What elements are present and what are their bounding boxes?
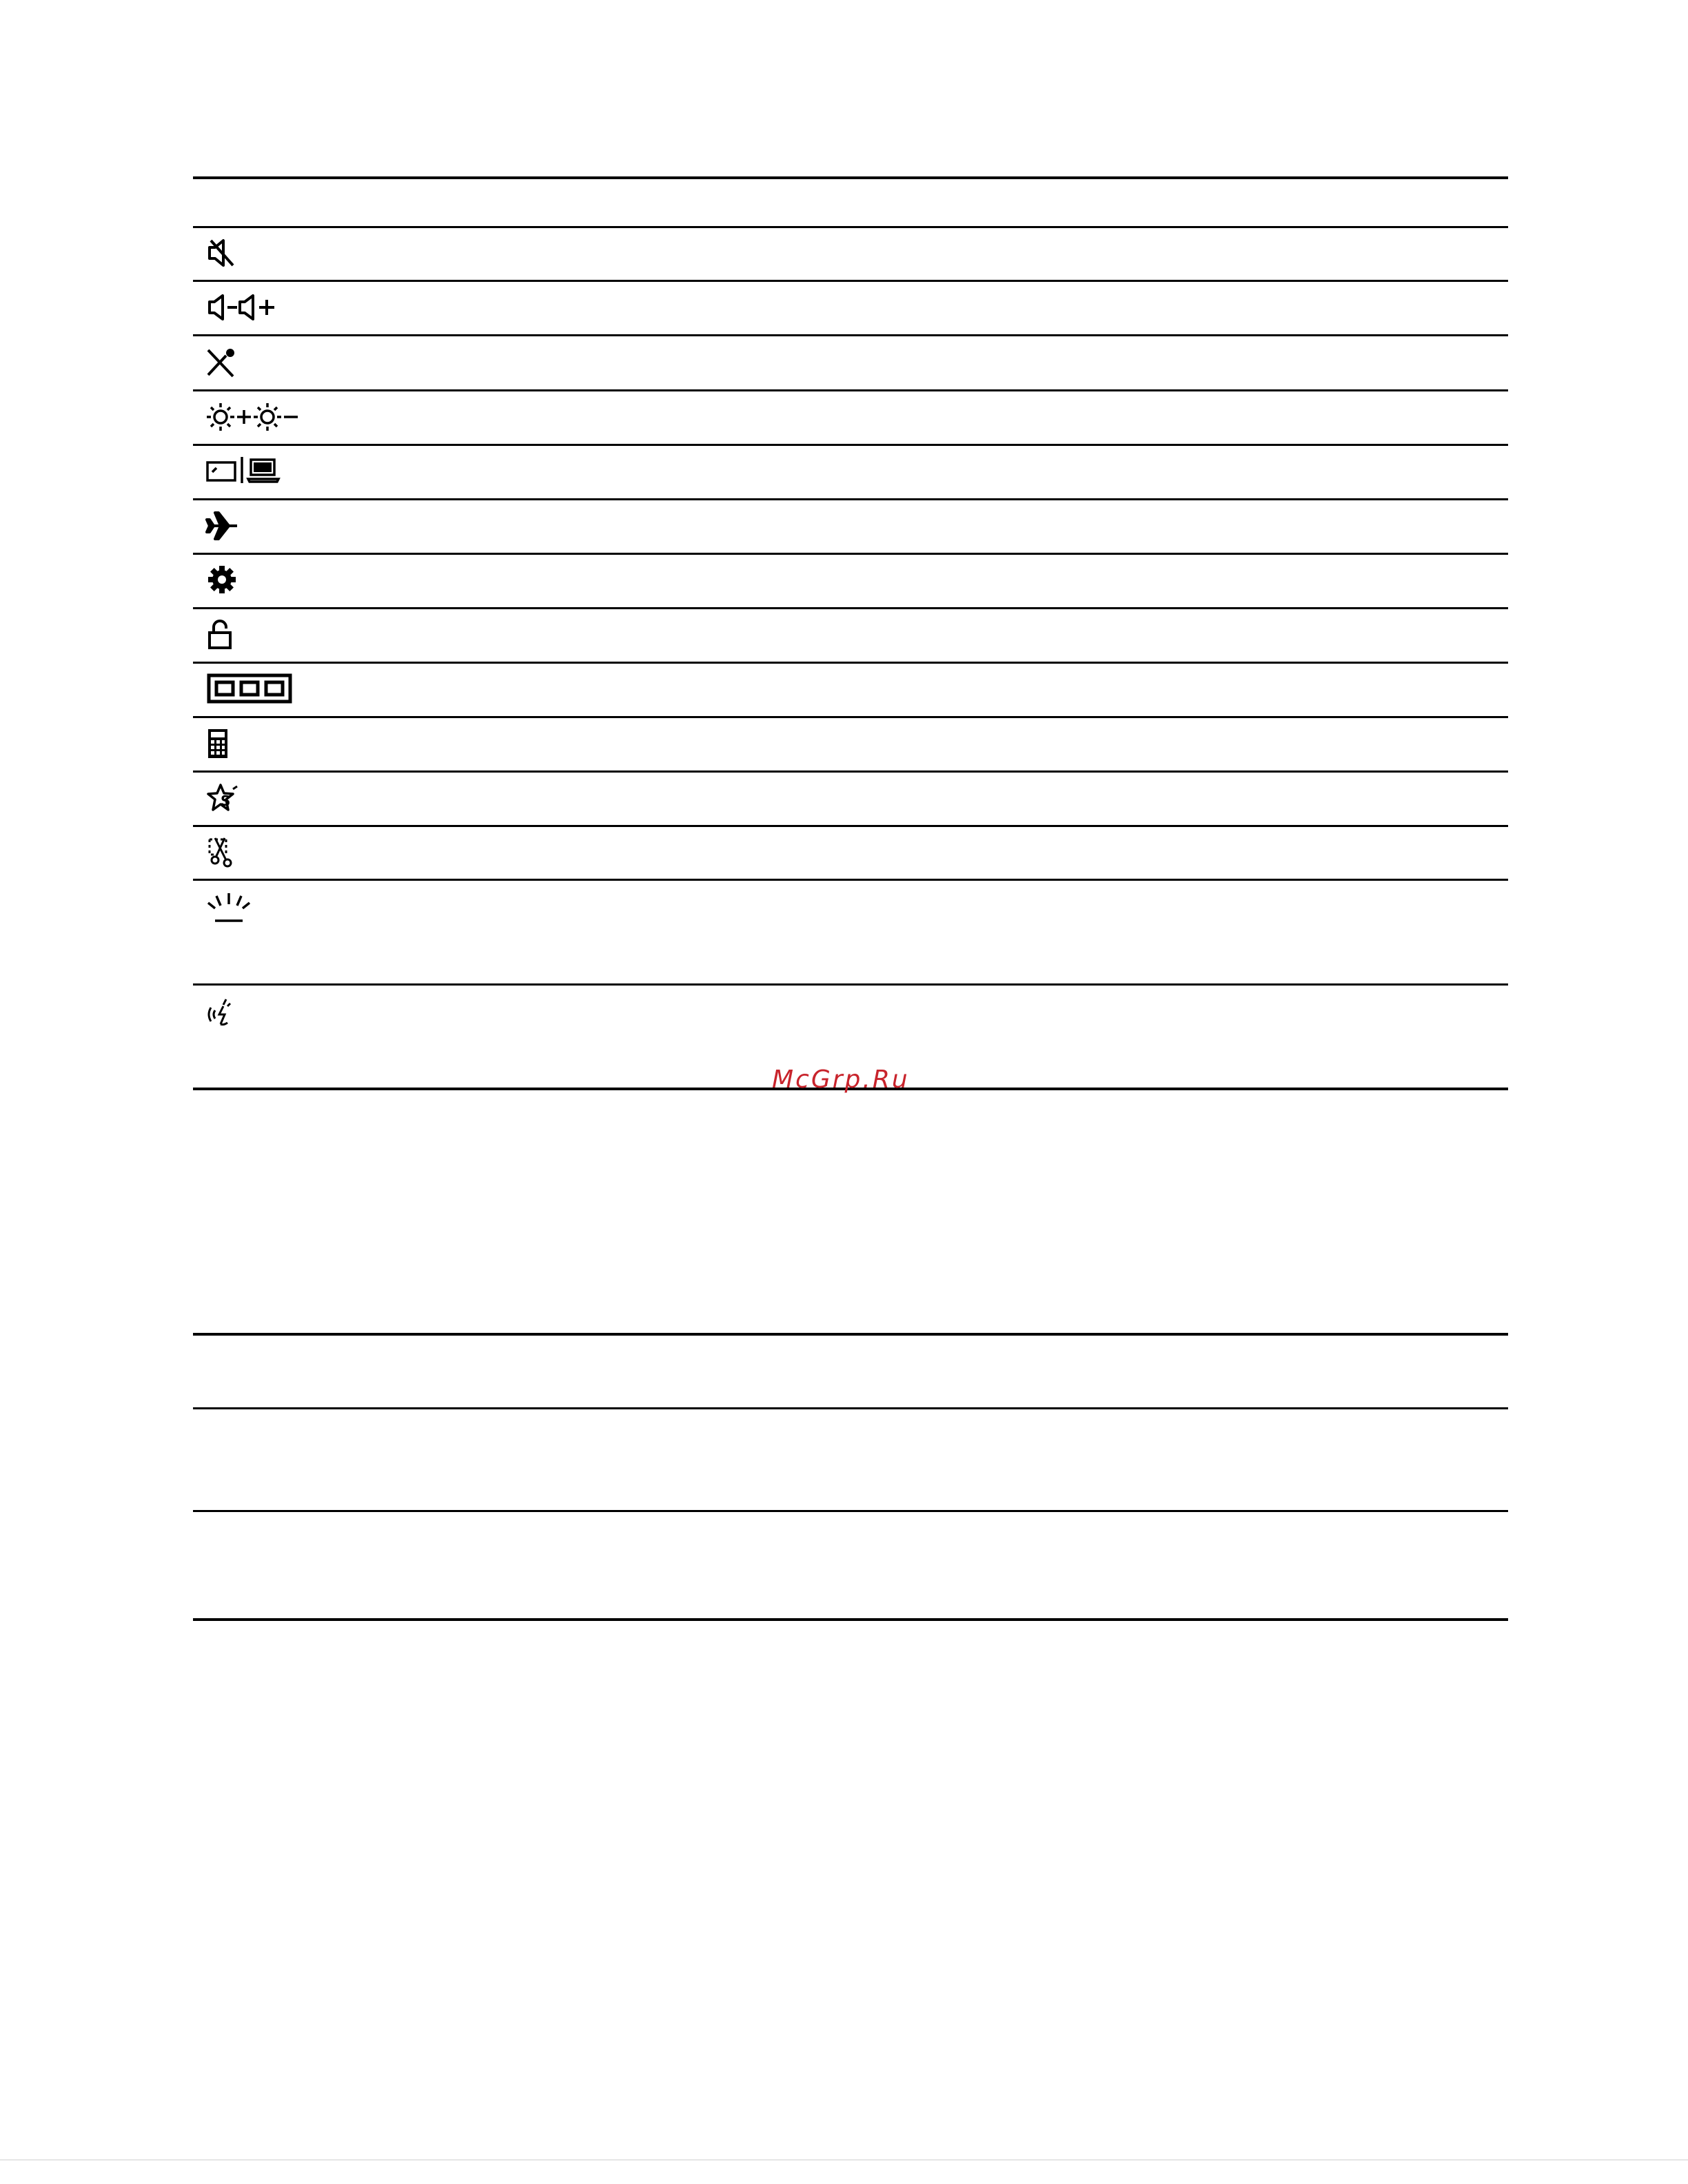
display-switch-icon — [205, 456, 283, 484]
table-row — [193, 282, 1508, 334]
microphone-mute-icon — [205, 347, 238, 378]
smart-star-icon — [205, 782, 240, 814]
table-row — [193, 500, 1508, 553]
table-row — [193, 773, 1508, 825]
table-row — [193, 228, 1508, 280]
calculator-icon — [207, 728, 229, 759]
table-row — [193, 881, 1508, 983]
table-top-rule — [193, 176, 1508, 179]
volume-down-up-icon — [207, 293, 292, 322]
table-row — [193, 609, 1508, 662]
table-row — [193, 446, 1508, 498]
table-row — [193, 336, 1508, 389]
table-row — [193, 718, 1508, 770]
table-row — [193, 391, 1508, 444]
watermark: McGrp.Ru — [772, 1065, 910, 1094]
voice-assistant-icon — [205, 997, 236, 1028]
svg-text:S: S — [221, 793, 231, 809]
task-view-icon — [207, 673, 292, 704]
lock-icon — [207, 619, 233, 651]
second-table-row-rule — [193, 1510, 1508, 1512]
settings-gear-icon — [207, 564, 237, 595]
airplane-mode-icon — [205, 510, 240, 542]
speaker-mute-icon — [207, 238, 237, 268]
table-row — [193, 555, 1508, 607]
snipping-tool-icon — [205, 835, 237, 868]
table-row — [193, 664, 1508, 716]
second-table-bottom-rule — [193, 1618, 1508, 1621]
second-table-header-rule — [193, 1407, 1508, 1409]
second-table-top-rule — [193, 1333, 1508, 1336]
keyboard-backlight-icon — [207, 892, 252, 925]
table-row — [193, 827, 1508, 879]
brightness-up-down-icon — [205, 401, 302, 433]
page-bottom-edge — [0, 2159, 1688, 2161]
